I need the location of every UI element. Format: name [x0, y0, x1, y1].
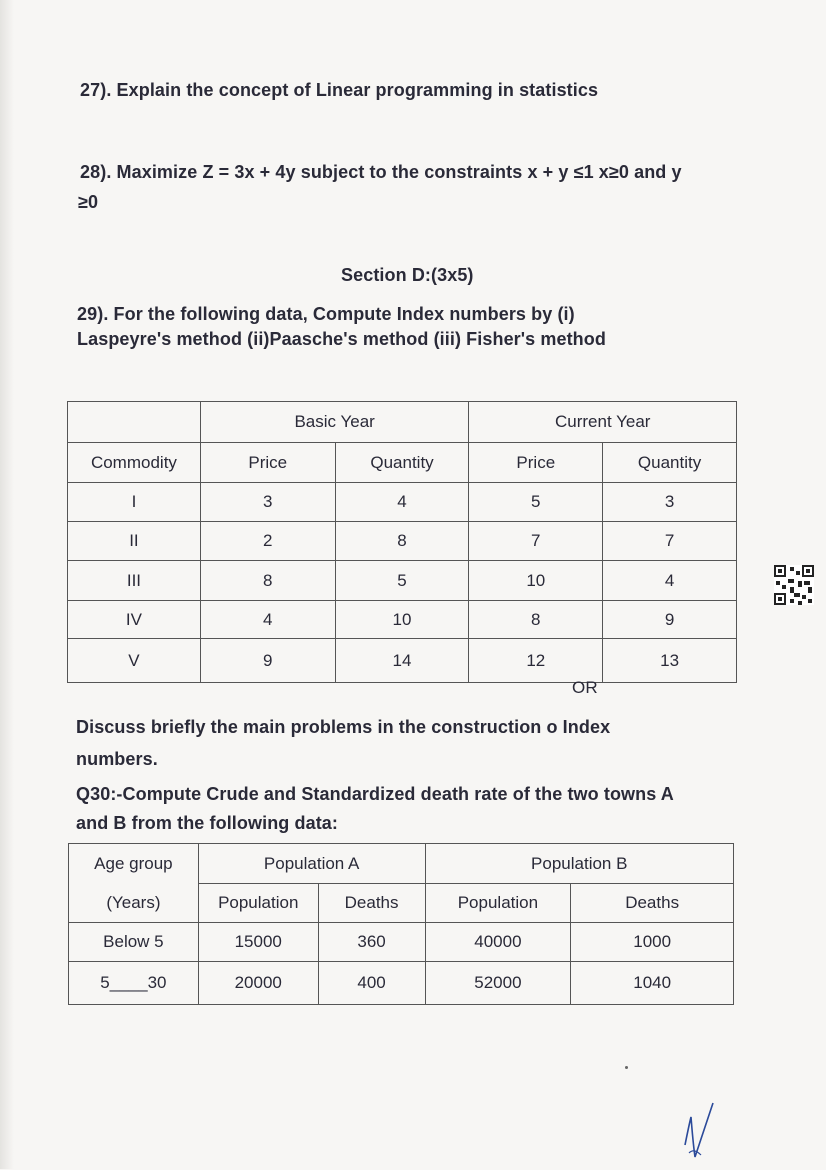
ink-dot [625, 1066, 628, 1069]
table-row [68, 522, 737, 561]
table-cell: 4 [200, 601, 335, 639]
table-row [69, 962, 734, 1005]
table-cell: 10 [335, 601, 469, 639]
table-cell: 2 [200, 522, 335, 561]
table-cell: 9 [200, 639, 335, 683]
col-header-commodity: Commodity [68, 443, 201, 483]
age-group-header: Age group [69, 844, 199, 884]
question-29-line1: 29). For the following data, Compute Index numbers by (i) [77, 304, 575, 324]
table-cell: 15000 [198, 923, 318, 962]
group-header-basic-year: Basic Year [200, 402, 469, 443]
years-header: (Years) [69, 884, 199, 923]
section-heading: Section D:(3x5) [341, 265, 474, 285]
table-cell: 7 [469, 522, 603, 561]
group-header-current-year: Current Year [469, 402, 737, 443]
page-edge [0, 0, 14, 1169]
table-row [68, 639, 737, 683]
table-cell: 12 [469, 639, 603, 683]
sub-header-deaths-a: Deaths [318, 884, 425, 923]
table-cell: 14 [335, 639, 469, 683]
question-28-line2: ≥0 [78, 192, 99, 212]
col-header-price-basic: Price [200, 443, 335, 483]
discuss-line1: Discuss briefly the main problems in the construction o Index [76, 717, 611, 737]
table-cell: 40000 [425, 923, 571, 962]
question-30-line1: Q30:-Compute Crude and Standardized death rate of the two towns A [76, 784, 674, 804]
question-28-line1: 28). Maximize Z = 3x + 4y subject to the constraints x + y ≤1 x≥0 and y [80, 162, 682, 182]
table-row [68, 601, 737, 639]
table-cell: 360 [318, 923, 425, 962]
table-row [68, 561, 737, 601]
table-corner [68, 402, 201, 443]
signature-mark [675, 1095, 725, 1165]
table-cell: 3 [200, 483, 335, 522]
col-header-quantity-basic: Quantity [335, 443, 469, 483]
age-group-cell: 5____30 [69, 962, 199, 1005]
table-cell: 3 [603, 483, 737, 522]
commodity-cell: IV [68, 601, 201, 639]
table-cell: 20000 [198, 962, 318, 1005]
discuss-line2: numbers. [76, 749, 158, 769]
table-cell: 8 [335, 522, 469, 561]
table-cell: 7 [603, 522, 737, 561]
table-cell: 400 [318, 962, 425, 1005]
table-cell: 1040 [571, 962, 734, 1005]
table-cell: 52000 [425, 962, 571, 1005]
table-cell: 4 [603, 561, 737, 601]
question-30-line2: and B from the following data: [76, 813, 338, 833]
population-a-header: Population A [198, 844, 425, 884]
commodity-cell: I [68, 483, 201, 522]
table-cell: 5 [469, 483, 603, 522]
population-b-header: Population B [425, 844, 734, 884]
or-separator: OR [572, 678, 598, 697]
table-cell: 10 [469, 561, 603, 601]
table-cell: 8 [469, 601, 603, 639]
index-number-table [67, 401, 737, 683]
table-cell: 5 [335, 561, 469, 601]
sub-header-population-b: Population [425, 884, 571, 923]
death-rate-table [68, 843, 734, 1005]
sub-header-population-a: Population [198, 884, 318, 923]
table-row [68, 483, 737, 522]
qr-code-icon [774, 565, 814, 605]
commodity-cell: II [68, 522, 201, 561]
table-cell: 1000 [571, 923, 734, 962]
table-cell: 4 [335, 483, 469, 522]
col-header-price-current: Price [469, 443, 603, 483]
table-row [69, 923, 734, 962]
col-header-quantity-current: Quantity [603, 443, 737, 483]
age-group-cell: Below 5 [69, 923, 199, 962]
commodity-cell: III [68, 561, 201, 601]
sub-header-deaths-b: Deaths [571, 884, 734, 923]
table-cell: 8 [200, 561, 335, 601]
table-cell: 9 [603, 601, 737, 639]
question-29-line2: Laspeyre's method (ii)Paasche's method (iii) Fisher's method [77, 329, 606, 349]
question-27: 27). Explain the concept of Linear programming in statistics [80, 80, 599, 100]
commodity-cell: V [68, 639, 201, 683]
table-cell: 13 [603, 639, 737, 683]
